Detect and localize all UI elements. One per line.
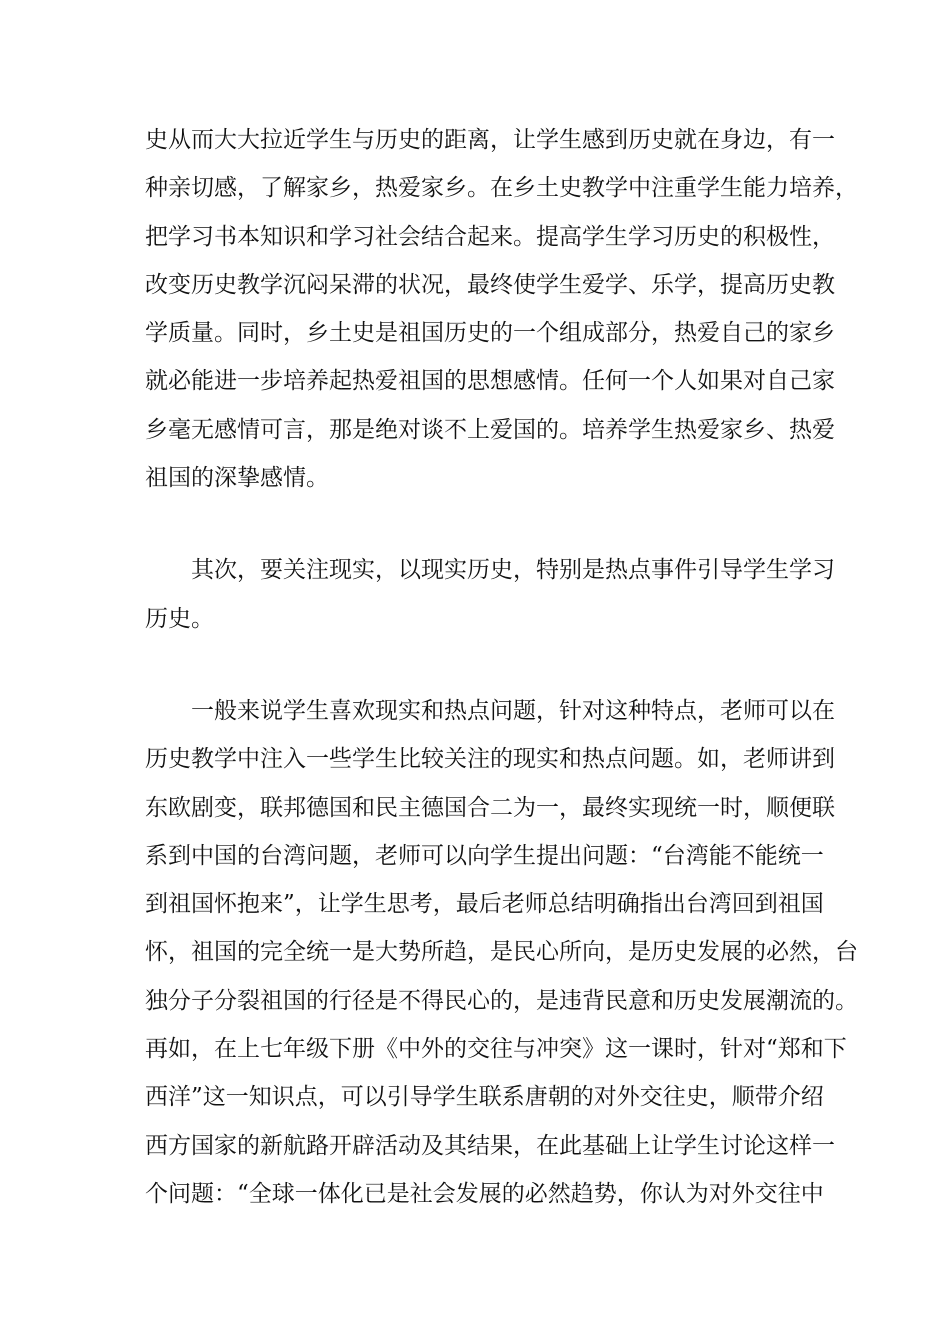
text-line: 个问题：“全球一体化已是社会发展的必然趋势，你认为对外交往中 [145, 1180, 824, 1207]
text-line: 史从而大大拉近学生与历史的距离，让学生感到历史就在身边，有一 [145, 127, 835, 153]
text-line: 学质量。同时，乡土史是祖国历史的一个组成部分，热爱自己的家乡 [145, 320, 835, 347]
text-line: 怀，祖国的完全统一是大势所趋，是民心所向，是历史发展的必然，台 [145, 939, 858, 966]
paragraph-2 [145, 546, 835, 643]
document-body [145, 116, 858, 1218]
text-line: 独分子分裂祖国的行径是不得民心的，是违背民意和历史发展潮流的。 [145, 987, 858, 1014]
text-line: 种亲切感，了解家乡，热爱家乡。在乡土史教学中注重学生能力培养， [145, 175, 858, 202]
text-line: 改变历史教学沉闷呆滞的状况，最终使学生爱学、乐学，提高历史教 [145, 271, 835, 298]
text-line: 就必能进一步培养起热爱祖国的思想感情。任何一个人如果对自己家 [145, 368, 835, 395]
text-line: 乡毫无感情可言，那是绝对谈不上爱国的。培养学生热爱家乡、热爱 [145, 416, 835, 443]
text-line: 历史。 [145, 605, 214, 632]
text-line: 再如，在上七年级下册《中外的交往与冲突》这一课时，针对“郑和下 [145, 1036, 847, 1063]
text-line: 一般来说学生喜欢现实和热点问题，针对这种特点，老师可以在 [191, 697, 835, 724]
text-line: 把学习书本知识和学习社会结合起来。提高学生学习历史的积极性， [145, 223, 835, 250]
text-line: 东欧剧变，联邦德国和民主德国合二为一，最终实现统一时，顺便联 [145, 794, 835, 821]
text-line: 祖国的深挚感情。 [145, 465, 329, 492]
text-line: 到祖国怀抱来”，让学生思考，最后老师总结明确指出台湾回到祖国 [145, 891, 824, 918]
paragraph-spacer [145, 502, 835, 546]
paragraph-3 [145, 687, 858, 1218]
text-line: 系到中国的台湾问题，老师可以向学生提出问题：“台湾能不能统一 [145, 842, 824, 869]
text-line: 西洋”这一知识点，可以引导学生联系唐朝的对外交往史，顺带介绍 [145, 1084, 824, 1111]
text-line: 西方国家的新航路开辟活动及其结果，在此基础上让学生讨论这样一 [145, 1132, 835, 1159]
text-line: 历史教学中注入一些学生比较关注的现实和热点问题。如，老师讲到 [145, 746, 835, 773]
text-line: 其次，要关注现实，以现实历史，特别是热点事件引导学生学习 [191, 557, 835, 584]
paragraph-spacer [145, 643, 835, 687]
paragraph-1 [145, 116, 858, 502]
